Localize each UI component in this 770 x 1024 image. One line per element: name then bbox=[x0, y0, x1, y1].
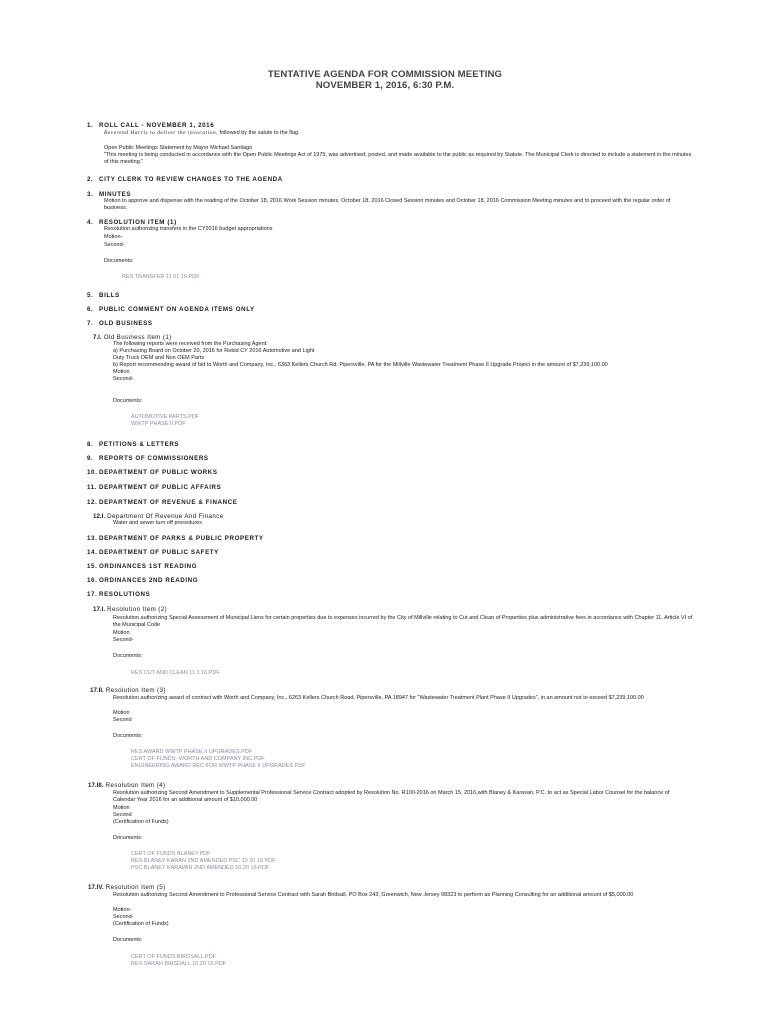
old-business-line: b) Report recommending award of bid to Worth and Company, Inc., 6363 Kellers Church Rd, Pipersville, PA for the Millville Wastewater Treatment Phase II Upgrade Project in the amount of $7,239,100.00 bbox=[113, 362, 608, 368]
document-link[interactable]: CERT OF FUNDS- WORTH AND COMPANY INC.PDF bbox=[131, 756, 265, 762]
res1-documents-label: Documents: bbox=[104, 258, 134, 264]
resolution-motion: Motion bbox=[113, 710, 130, 716]
document-link[interactable]: CERT OF FUNDS BIRDSALL.PDF bbox=[131, 954, 217, 960]
document-link[interactable]: RES CUT AND CLEAN 11 1 16.PDF bbox=[131, 670, 220, 676]
revenue-finance-item: 12.I. Department Of Revenue And Finance bbox=[93, 513, 224, 520]
document-link[interactable]: RES BLANEY KARAN 2ND AMENDED PSC 10 20 16.PDF bbox=[131, 858, 276, 864]
res1-desc: Resolution authorizing transfers in the CY2016 budget appropriations bbox=[104, 226, 273, 232]
section-public-safety: 14. DEPARTMENT OF PUBLIC SAFETY bbox=[87, 549, 219, 556]
resolution-documents-label: Documents: bbox=[113, 653, 143, 659]
section-petitions: 8. PETITIONS & LETTERS bbox=[87, 441, 180, 448]
resolution-item-3: 17.II. Resolution Item (3) bbox=[90, 687, 166, 694]
section-old-business: 7. OLD BUSINESS bbox=[87, 320, 153, 327]
section-minutes: 3. MINUTES bbox=[87, 191, 132, 198]
old-business-second: Second- bbox=[113, 376, 134, 382]
old-business-line: Duty Truck OEM and Non OEM Parts bbox=[113, 355, 205, 361]
section-parks: 13. DEPARTMENT OF PARKS & PUBLIC PROPERTY bbox=[87, 535, 264, 542]
resolution-second: Second- bbox=[113, 637, 134, 643]
minutes-text: Motion to approve and dispense with the reading of the October 18, 2016 Work Session minutes, October 18, 2016 Closed Session minutes and October 18, 2016 Commission Meeting minutes and to proceed with the regular order of business. bbox=[104, 198, 671, 211]
old-business-documents-label: Documents: bbox=[113, 398, 143, 404]
opma-statement: "This meeting is being conducted in accordance with the Open Public Meetings Act of 1975, was advertised, posted, and made available to the public as required by Statute. The Municipal Clerk is directed to include a statement in the minutes of this meeting." bbox=[104, 152, 692, 165]
document-link[interactable]: WWTP PHASE II.PDF bbox=[131, 421, 186, 427]
resolution-motion: Motion- bbox=[113, 907, 132, 913]
page-title: TENTATIVE AGENDA FOR COMMISSION MEETING bbox=[267, 69, 503, 80]
invocation-line: Reverend Harris to deliver the invocation, followed by the salute to the flag. bbox=[104, 130, 300, 136]
document-link[interactable]: ENGINEERING AWARD REC FOR WWTP PHASE II UPGRADES.PDF bbox=[131, 763, 306, 769]
res1-motion: Motion- bbox=[104, 234, 123, 240]
document-link[interactable]: CERT OF FUNDS BLANEY.PDF bbox=[131, 851, 211, 857]
resolution-second: Second bbox=[113, 717, 132, 723]
resolution-certification: (Certification of Funds) bbox=[113, 921, 169, 927]
section-public-works: 10. DEPARTMENT OF PUBLIC WORKS bbox=[87, 469, 218, 476]
resolution-second: Second- bbox=[113, 914, 134, 920]
section-resolutions: 17. RESOLUTIONS bbox=[87, 591, 151, 598]
resolution-documents-label: Documents: bbox=[113, 733, 143, 739]
resolution-desc: Resolution authorizing Second Amendment to Professional Service Contract with Sarah Birdsall, PO Box 243, Greenwich, New Jersey 08323 to perform as Planning Consulting for an additional amount of $5,000.00 bbox=[113, 892, 634, 898]
resolution-item-5: 17.IV. Resolution Item (5) bbox=[88, 884, 166, 891]
res1-second: Second- bbox=[104, 242, 125, 248]
resolution-motion: Motion bbox=[113, 630, 130, 636]
section-ordinances-1st: 15. ORDINANCES 1ST READING bbox=[87, 563, 198, 570]
section-reports: 9. REPORTS OF COMMISSIONERS bbox=[87, 455, 209, 462]
opma-title: Open Public Meetings Statement by Mayor Michael Santiago bbox=[104, 145, 253, 151]
resolution-motion: Motion bbox=[113, 805, 130, 811]
resolution-desc: Resolution authorizing award of contract with Worth and Company, Inc., 6263 Kellers Church Road, Pipersville, PA 18947 for "Wastewater Treatment Plant Phase II Upgrades", in an amount not to exceed $7,239,100.00 bbox=[113, 695, 644, 701]
old-business-item-1: 7.I. Old Business Item (1) bbox=[93, 334, 172, 341]
revenue-finance-desc: Water and sewer turn off procedures bbox=[113, 520, 202, 526]
resolution-item-2: 17.I. Resolution Item (2) bbox=[93, 606, 168, 613]
resolution-certification: (Certification of Funds) bbox=[113, 819, 169, 825]
old-business-line: The following reports were received from the Purchasing Agent: bbox=[113, 341, 268, 347]
old-business-motion: Motion bbox=[113, 369, 130, 375]
resolution-desc: Resolution authorizing Special Assessment of Municipal Liens for certain properties due to expenses incurred by the City of Millville relating to Cut and Clean of Properties plus administrative fees in accordance with Chapter 11, Article VI of the Municipal Code bbox=[113, 615, 693, 628]
resolution-documents-label: Documents: bbox=[113, 937, 143, 943]
document-link[interactable]: RES TRANSFER 11 01 16.PDF bbox=[122, 274, 200, 280]
meeting-date: NOVEMBER 1, 2016, 6:30 P.M. bbox=[315, 80, 455, 91]
resolution-documents-label: Documents: bbox=[113, 835, 143, 841]
document-link[interactable]: RES AWARD WWTP PHASE II UPGRADES.PDF bbox=[131, 749, 253, 755]
section-ordinances-2nd: 16. ORDINANCES 2ND READING bbox=[87, 577, 199, 584]
section-roll-call: 1. ROLL CALL - NOVEMBER 1, 2016 bbox=[87, 122, 215, 129]
section-clerk-changes: 2. CITY CLERK TO REVIEW CHANGES TO THE AGENDA bbox=[87, 176, 283, 183]
section-revenue-finance: 12. DEPARTMENT OF REVENUE & FINANCE bbox=[87, 499, 238, 506]
resolution-item-4: 17.III. Resolution Item (4) bbox=[88, 782, 166, 789]
document-link[interactable]: RES SARAH BIRSDALL 10 20 16.PDF bbox=[131, 961, 227, 967]
old-business-line: a) Purchasing Board on October 20, 2016 for Rebid CY 2016 Automotive and Light bbox=[113, 348, 315, 354]
document-link[interactable]: PSC BLANEY KARAVAN 2ND AMENDED 10 20 16.PDF bbox=[131, 865, 270, 871]
section-resolution-item-1: 4. RESOLUTION ITEM (1) bbox=[87, 219, 177, 226]
section-public-affairs: 11. DEPARTMENT OF PUBLIC AFFAIRS bbox=[87, 484, 222, 491]
document-link[interactable]: AUTOMOTIVE PARTS.PDF bbox=[131, 414, 200, 420]
resolution-second: Second bbox=[113, 812, 132, 818]
resolution-desc: Resolution authorizing Second Amendment to Supplemental Professional Service Contract adopted by Resolution No. R100-2016 on March 15, 2016,with Blaney & Karavan, P.C. to act as Special Labor Counsel for the balance of Calendar Year 2016 for an additional amount of $10,000.00 bbox=[113, 790, 670, 803]
section-bills: 5. BILLS bbox=[87, 292, 120, 299]
section-public-comment: 6. PUBLIC COMMENT ON AGENDA ITEMS ONLY bbox=[87, 306, 255, 313]
